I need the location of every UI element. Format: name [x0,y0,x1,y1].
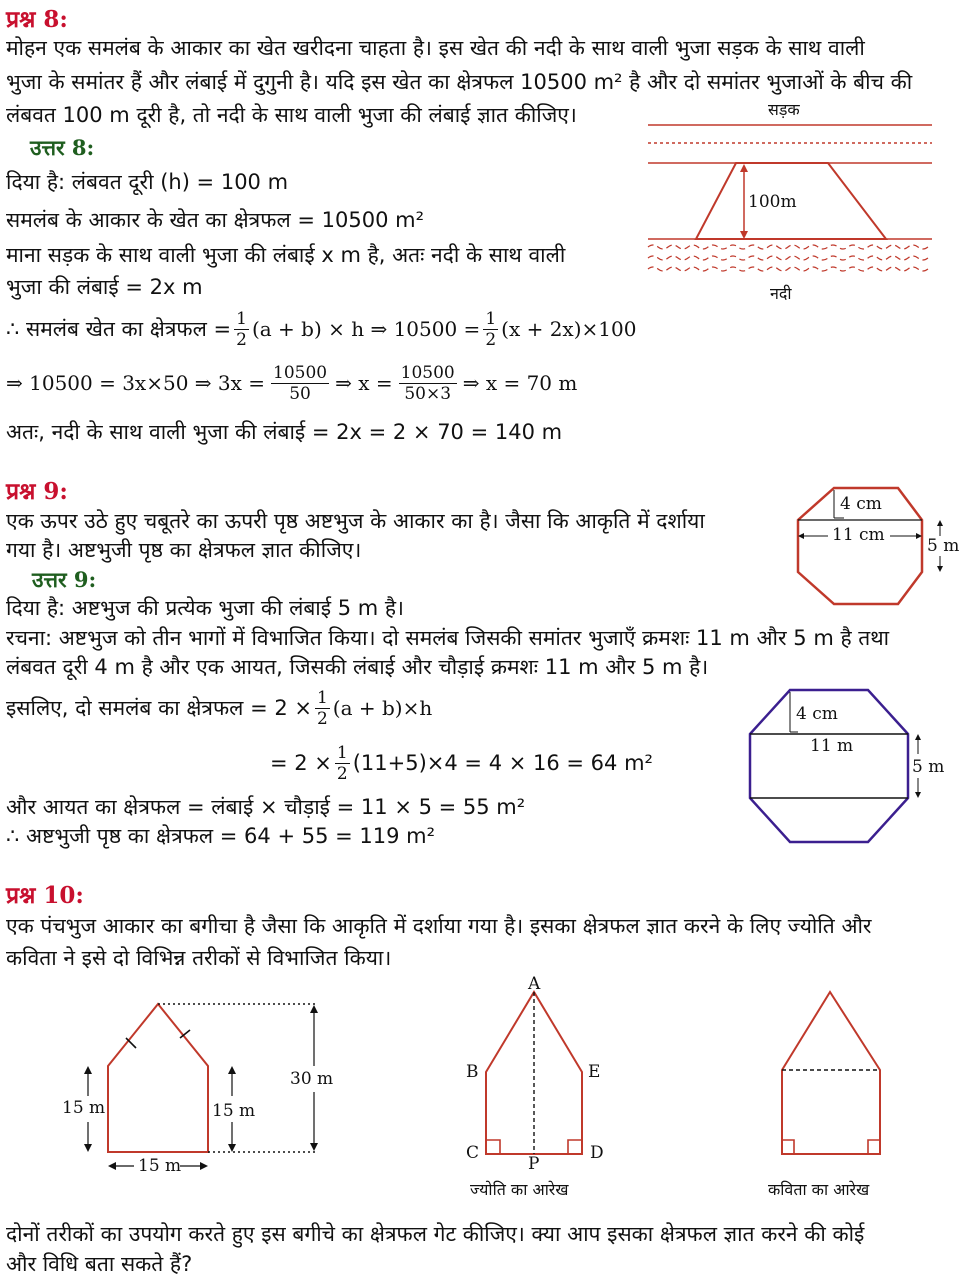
q8-answer-line-2: समलंब के आकार के खेत का क्षेत्रफल = 10500 m² [6,208,425,232]
q9-heading: प्रश्न 9: [6,478,68,505]
river-wave [648,256,928,260]
q8-a6-mid: ⇒ x = [335,371,393,395]
octagon-label-5m: 5 m [927,536,960,556]
q8-a5-pre: ∴ समलंब खेत का क्षेत्रफल = [6,317,232,341]
pentagon-outline [108,1004,208,1152]
arrow-head-up [228,1066,236,1074]
q9-a4-pre: इसलिए, दो समलंब का क्षेत्रफल = 2 × [6,696,312,720]
q8-a5-end: (x + 2x)×100 [501,317,637,341]
river-wave [648,267,928,271]
kavita-caption: कविता का आरेख [768,1180,870,1199]
arrow-head-down [310,1143,318,1151]
q8-line-2: भुजा के समांतर हैं और लंबाई में दुगुनी है। यदि इस खेत का क्षेत्रफल 10500 m² है और दो समांतर भुजाओं के बीच की [6,70,913,94]
q8-answer-line-1: दिया है: लंबवत दूरी (h) = 100 m [6,170,289,194]
kavita-diagram [772,986,892,1166]
q9-line-1: एक ऊपर उठे हुए चबूतरे का ऊपरी पृष्ठ अष्टभुज के आकार का है। जैसा कि आकृति में दर्शाया [6,509,705,533]
q9-answer-line-5 [270,738,653,788]
road-label: सड़क [768,100,800,119]
q9-answer-line-1: दिया है: अष्टभुज की प्रत्येक भुजा की लंबाई 5 m है। [6,596,405,620]
arrow-head-left [108,1162,116,1170]
q8-answer-line-7: अतः, नदी के साथ वाली भुजा की लंबाई = 2x = 2 × 70 = 140 m [6,420,563,444]
q10-line-3: दोनों तरीकों का उपयोग करते हुए इस बगीचे का क्षेत्रफल गेट कीजिए। क्या आप इसका क्षेत्रफल ज्ञात करने की कोई [6,1222,865,1246]
vertex-label-E: E [588,1062,601,1082]
q8-line-3: लंबवत 100 m दूरी है, तो नदी के साथ वाली भुजा की लंबाई ज्ञात कीजिए। [6,103,577,127]
fraction-half: $\frac{1}{2}$ [485,308,497,350]
q9-answer-line-6: और आयत का क्षेत्रफल = लंबाई × चौड़ाई = 11 × 5 = 55 m² [6,795,526,819]
height-label: 100m [748,192,797,212]
right-angle-right [868,1140,880,1154]
fraction-half: $\frac{1}{2}$ [336,742,348,784]
q10-line-4: और विधि बता सकते हैं? [6,1252,193,1276]
arrow-head-up [310,1005,318,1013]
arrow-head-down [228,1144,236,1152]
arrow-head-down [740,231,748,239]
pentagon-outline [782,992,880,1154]
fraction-half: $\frac{1}{2}$ [236,308,247,350]
octagon-label-4cm: 4 cm [796,704,838,724]
fraction-half: $\frac{1}{2}$ [316,687,328,729]
q9-a5-pre: = 2 × [270,751,332,775]
q10-heading: प्रश्न 10: [6,882,84,909]
octagon-label-11cm: 11 cm [832,525,885,545]
q9-answer-line-3: लंबवत दूरी 4 m है और एक आयत, जिसकी लंबाई और चौड़ाई क्रमशः 11 m और 5 m है। [6,655,709,679]
q10-line-1: एक पंचभुज आकार का बगीचा है जैसा कि आकृति में दर्शाया गया है। इसका क्षेत्रफल ज्ञात करने के लिए ज्योति और [6,914,872,938]
q8-answer-line-5 [6,304,636,354]
river-label: नदी [770,284,792,303]
octagon-label-5m: 5 m [912,757,945,777]
arrow-head-up [937,520,943,526]
vertex-label-B: B [466,1062,479,1082]
octagon-label-11m: 11 m [810,736,854,756]
arrow-head-up [84,1066,92,1074]
arrow-head-down [915,792,921,798]
q8-answer-line-6 [6,358,577,408]
pentagon-height-label: 30 m [290,1069,334,1089]
arrow-head-up [915,734,921,740]
q9-answer-line-4 [6,683,432,733]
q9-a5-end: (11+5)×4 = 4 × 16 = 64 m² [352,751,653,775]
q8-a5-mid: (a + b) × h ⇒ 10500 = [251,317,481,341]
q9-line-2: गया है। अष्टभुजी पृष्ठ का क्षेत्रफल ज्ञात कीजिए। [6,538,362,562]
river-wave [648,245,928,249]
jyoti-diagram [466,986,606,1166]
right-angle-c [486,1140,500,1154]
q9-answer-heading: उत्तर 9: [32,567,97,592]
right-angle-d [568,1140,582,1154]
arrow-head-right [200,1162,208,1170]
fraction-10500-50: $\frac{10500}{50}$ [273,362,328,404]
vertex-label-A: A [528,974,541,994]
vertex-label-C: C [466,1143,480,1163]
trapezoid-field-figure [640,98,960,298]
q10-line-2: कविता ने इसे दो विभिन्न तरीकों से विभाजित किया। [6,946,392,970]
q8-a6-end: ⇒ x = 70 m [462,371,578,395]
q8-answer-heading: उत्तर 8: [30,135,95,160]
q8-line-1: मोहन एक समलंब के आकार का खेत खरीदना चाहता है। इस खेत की नदी के साथ वाली भुजा सड़क के साथ वाली [6,36,865,60]
pentagon-left-label: 15 m [62,1098,106,1118]
q8-answer-line-3: माना सड़क के साथ वाली भुजा की लंबाई x m है, अतः नदी के साथ वाली [6,243,566,267]
fraction-10500-150: $\frac{10500}{50\times 3}$ [400,362,455,404]
q9-a4-end: (a + b)×h [332,696,433,720]
q8-heading: प्रश्न 8: [6,6,68,33]
q8-answer-line-4: भुजा की लंबाई = 2x m [6,275,203,299]
arrow-head-down [937,566,943,572]
jyoti-caption: ज्योति का आरेख [470,1180,569,1199]
arrow-head-up [740,164,748,172]
right-angle-left [782,1140,794,1154]
arrow-head-down [84,1144,92,1152]
vertex-label-D: D [590,1143,604,1163]
octagon-label-4cm: 4 cm [840,494,882,514]
q8-a6-pre: ⇒ 10500 = 3x×50 ⇒ 3x = [6,371,266,395]
pentagon-inner-label: 15 m [212,1101,256,1121]
vertex-label-P: P [528,1154,540,1174]
q9-answer-line-2: रचना: अष्टभुज को तीन भागों में विभाजित किया। दो समलंब जिसकी समांतर भुजाएँ क्रमशः 11 m और 5 m है तथा [6,626,890,650]
pentagon-base-label: 15 m [138,1156,182,1176]
q9-answer-line-7: ∴ अष्टभुजी पृष्ठ का क्षेत्रफल = 64 + 55 = 119 m² [6,824,436,848]
